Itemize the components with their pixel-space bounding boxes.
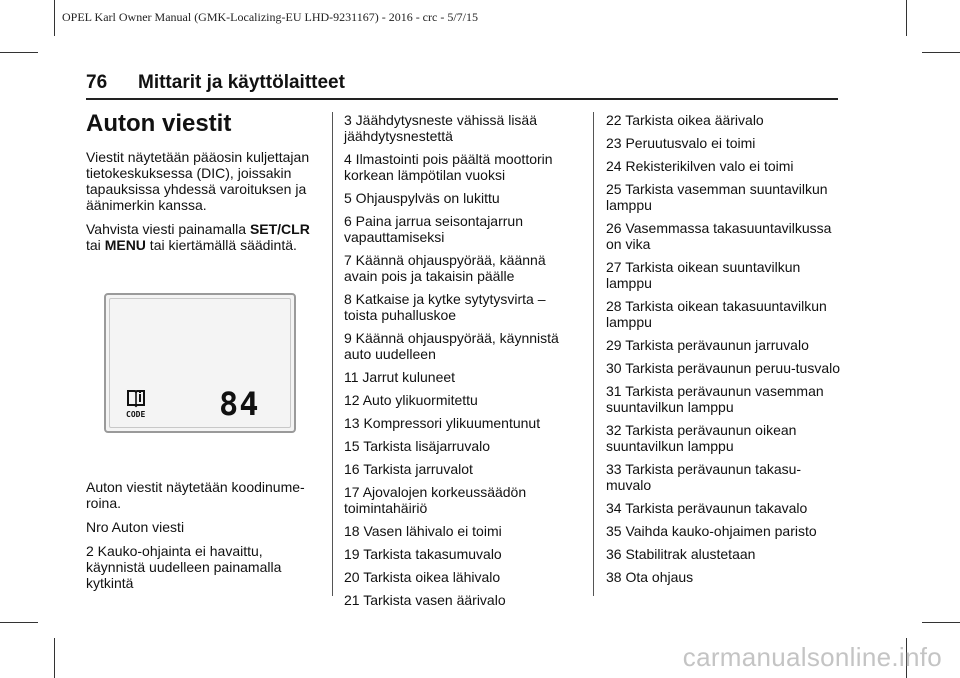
message-code: 84 (219, 385, 260, 423)
list-item: 19 Tarkista takasumuvalo (344, 546, 502, 562)
list-item: 20 Tarkista oikea lähivalo (344, 569, 501, 585)
list-item: 28 Tarkista oikean takasuuntavilkun lamppu (606, 298, 827, 330)
list-item: 29 Tarkista perävaunun jarruvalo (606, 337, 809, 353)
list-item: 8 Katkaise ja kytke sytytysvirta – toista puhalluskoe (344, 291, 546, 323)
list-item: 2 Kauko-ohjainta ei havaittu, käynnistä uudelleen painamalla kytkintä (86, 543, 282, 591)
crop-mark (0, 622, 38, 623)
set-clr-key: SET/CLR (249, 221, 310, 237)
section-title: Auton viestit (86, 110, 232, 137)
crop-mark (906, 0, 907, 36)
column-2 (344, 112, 576, 615)
dic-figure (86, 267, 322, 469)
list-item: 11 Jarrut kuluneet (344, 369, 456, 385)
code-label: CODE (126, 410, 146, 419)
crop-mark (54, 638, 55, 678)
crop-mark (922, 622, 960, 623)
list-item: 7 Käännä ohjauspyörää, käännä avain pois ja takaisin päälle (344, 252, 546, 284)
figure-caption: Auton viestit näytetään koodinume-roina. (86, 479, 305, 511)
column-3 (606, 112, 842, 592)
list-item: 31 Tarkista perävaunun vasemman suuntavilkun lamppu (606, 383, 824, 415)
list-item: 38 Ota ohjaus (606, 569, 694, 585)
list-item: 13 Kompressori ylikuumentunut (344, 415, 541, 431)
list-item: 4 Ilmastointi pois päältä moottorin korkean lämpötilan vuoksi (344, 151, 553, 183)
crop-mark (922, 52, 960, 53)
list-item: 12 Auto ylikuormitettu (344, 392, 478, 408)
list-item: 26 Vasemmassa takasuuntavilkussa on vika (606, 220, 832, 252)
intro-paragraph: Viestit näytetään pääosin kuljettajan tietokeskuksessa (DIC), joissakin tapauksissa yhdessä varoituksen ja äänimerkin kanssa. (86, 149, 310, 213)
dic-display (104, 293, 296, 433)
page-header (86, 71, 345, 95)
table-header: Nro Auton viesti (86, 519, 185, 535)
page-number: 76 (86, 72, 108, 93)
list-item: 18 Vasen lähivalo ei toimi (344, 523, 502, 539)
list-item: 15 Tarkista lisäjarruvalo (344, 438, 491, 454)
list-item: 21 Tarkista vasen äärivalo (344, 592, 506, 608)
list-item: 32 Tarkista perävaunun oikean suuntavilkun lamppu (606, 422, 797, 454)
column-divider (593, 112, 594, 596)
print-metadata: OPEL Karl Owner Manual (GMK-Localizing-EU LHD-9231167) - 2016 - crc - 5/7/15 (62, 10, 478, 24)
list-item: 33 Tarkista perävaunun takasu-muvalo (606, 461, 802, 493)
list-item: 24 Rekisterikilven valo ei toimi (606, 158, 794, 174)
chapter-title: Mittarit ja käyttölaitteet (138, 72, 345, 93)
crop-mark (54, 0, 55, 36)
list-item: 30 Tarkista perävaunun peruu-tusvalo (606, 360, 841, 376)
list-item: 3 Jäähdytysneste vähissä lisää jäähdytysnestettä (344, 112, 537, 144)
header-rule (86, 98, 838, 100)
list-item: 27 Tarkista oikean suuntavilkun lamppu (606, 259, 801, 291)
book-icon (126, 388, 146, 408)
list-item: 17 Ajovalojen korkeussäädön toimintahäiriö (344, 484, 527, 516)
crop-mark (0, 52, 38, 53)
list-item: 6 Paina jarrua seisontajarrun vapauttamiseksi (344, 213, 523, 245)
watermark: carmanualsonline.info (682, 642, 942, 672)
list-item: 36 Stabilitrak alustetaan (606, 546, 756, 562)
list-item: 25 Tarkista vasemman suuntavilkun lamppu (606, 181, 828, 213)
list-item: 22 Tarkista oikea äärivalo (606, 112, 764, 128)
list-item: 16 Tarkista jarruvalot (344, 461, 473, 477)
menu-key: MENU (104, 237, 146, 253)
list-item: 34 Tarkista perävaunun takavalo (606, 500, 808, 516)
confirm-paragraph: Vahvista viesti painamalla SET/CLR tai MENU tai kiertämällä säädintä. (86, 221, 310, 253)
list-item: 23 Peruutusvalo ei toimi (606, 135, 756, 151)
list-item: 9 Käännä ohjauspyörää, käynnistä auto uudelleen (344, 330, 559, 362)
column-1 (86, 110, 322, 599)
list-item: 35 Vaihda kauko-ohjaimen paristo (606, 523, 817, 539)
list-item: 5 Ohjauspylväs on lukittu (344, 190, 500, 206)
column-divider (332, 112, 333, 596)
